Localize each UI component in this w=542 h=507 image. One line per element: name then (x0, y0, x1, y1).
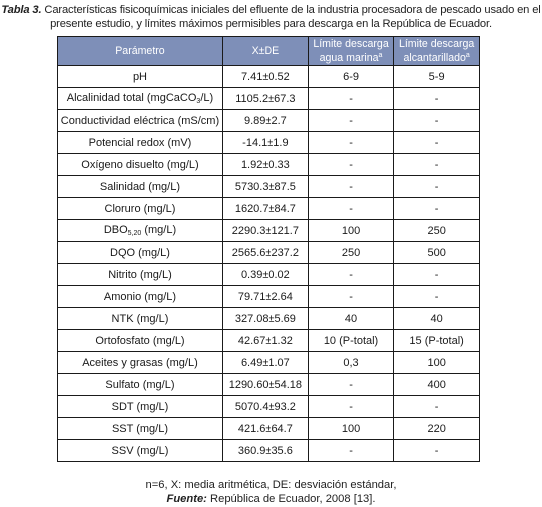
cell-limite-alcantarillado: - (394, 440, 480, 462)
cell-limite-alcantarillado: - (394, 198, 480, 220)
cell-parametro (58, 374, 223, 396)
source-label: Fuente: (166, 493, 207, 505)
param-text: Sulfato (mg/L) (105, 378, 175, 391)
cell-parametro (58, 418, 223, 440)
cell-limite-agua-marina: - (308, 286, 393, 308)
cell-media: 1.92±0.33 (222, 154, 308, 176)
table-row (58, 308, 480, 330)
table-header-row (58, 37, 480, 66)
cell-limite-agua-marina: - (308, 154, 393, 176)
cell-limite-agua-marina: - (308, 374, 393, 396)
param-text: Conductividad eléctrica (mS/cm) (60, 114, 220, 127)
cell-media: 1105.2±67.3 (222, 88, 308, 110)
cell-limite-alcantarillado: 400 (394, 374, 480, 396)
param-text: Amonio (mg/L) (103, 290, 177, 303)
param-subscript: 3 (196, 98, 201, 105)
cell-media: 6.49±1.07 (222, 352, 308, 374)
cell-limite-alcantarillado: - (394, 396, 480, 418)
cell-parametro (58, 308, 223, 330)
header-sewer-line2: alcantarillado (403, 52, 466, 64)
cell-parametro (58, 66, 223, 88)
param-text: Oxígeno disuelto (mg/L) (81, 158, 199, 171)
cell-limite-alcantarillado: - (394, 110, 480, 132)
cell-limite-alcantarillado: - (394, 286, 480, 308)
table-row (58, 242, 480, 264)
cell-limite-alcantarillado: 15 (P-total) (394, 330, 480, 352)
header-parametro: Parámetro (58, 37, 223, 66)
table-row (58, 110, 480, 132)
param-text: Nitrito (mg/L) (108, 268, 172, 281)
cell-media: 327.08±5.69 (222, 308, 308, 330)
header-limite-alcantarillado (394, 37, 480, 66)
cell-limite-alcantarillado: 250 (394, 220, 480, 242)
header-sewer-sup: a (465, 52, 470, 59)
table-row (58, 374, 480, 396)
table-row (58, 220, 480, 242)
cell-limite-agua-marina: 100 (308, 220, 393, 242)
cell-parametro (58, 330, 223, 352)
cell-media: 5070.4±93.2 (222, 396, 308, 418)
footnote-stats: n=6, X: media aritmética, DE: desviación estándar, (145, 479, 397, 491)
cell-limite-alcantarillado: - (394, 176, 480, 198)
table-row (58, 198, 480, 220)
cell-media: 0.39±0.02 (222, 264, 308, 286)
cell-limite-agua-marina: 250 (308, 242, 393, 264)
cell-parametro (58, 198, 223, 220)
cell-media: 79.71±2.64 (222, 286, 308, 308)
table-row (58, 440, 480, 462)
cell-parametro (58, 264, 223, 286)
param-text: Aceites y grasas (mg/L) (82, 356, 198, 369)
cell-media: 360.9±35.6 (222, 440, 308, 462)
cell-parametro (58, 88, 223, 110)
param-text: DBO (103, 224, 128, 236)
cell-limite-agua-marina: - (308, 88, 393, 110)
cell-media: 2290.3±121.7 (222, 220, 308, 242)
cell-parametro (58, 132, 223, 154)
table-row (58, 88, 480, 110)
source-text: República de Ecuador, 2008 [13]. (206, 493, 376, 505)
table-row (58, 176, 480, 198)
param-text: pH (132, 70, 147, 83)
cell-parametro (58, 286, 223, 308)
param-text: Salinidad (mg/L) (99, 180, 181, 193)
cell-media: 2565.6±237.2 (222, 242, 308, 264)
caption-text: Características fisicoquímicas iniciales del efluente de la industria procesadora de pescado usado en el presente estudio, y límites máximos permisibles para descarga en la República de Ecuador. (41, 4, 541, 30)
cell-limite-alcantarillado: - (394, 132, 480, 154)
cell-limite-agua-marina: - (308, 176, 393, 198)
header-sewer-line1: Límite descarga (398, 38, 475, 50)
table-row (58, 418, 480, 440)
cell-parametro (58, 154, 223, 176)
cell-parametro (58, 242, 223, 264)
param-text: SST (mg/L) (111, 422, 168, 435)
cell-limite-alcantarillado: 5-9 (394, 66, 480, 88)
cell-limite-agua-marina: - (308, 440, 393, 462)
table-row (58, 396, 480, 418)
cell-parametro (58, 110, 223, 132)
param-unit: /L) (200, 92, 214, 104)
header-marine-line2: agua marina (319, 52, 379, 64)
table-caption (0, 3, 542, 31)
cell-limite-alcantarillado: - (394, 88, 480, 110)
param-text: DQO (mg/L) (110, 246, 170, 259)
cell-limite-agua-marina: - (308, 396, 393, 418)
cell-limite-agua-marina: 100 (308, 418, 393, 440)
table-row (58, 66, 480, 88)
param-text: NTK (mg/L) (111, 312, 169, 325)
cell-media: 1620.7±84.7 (222, 198, 308, 220)
cell-media: 421.6±64.7 (222, 418, 308, 440)
param-text: Alcalinidad total (mgCaCO (66, 92, 197, 104)
param-unit: (mg/L) (141, 224, 177, 236)
table-row (58, 132, 480, 154)
cell-media: 42.67±1.32 (222, 330, 308, 352)
cell-limite-agua-marina: 0,3 (308, 352, 393, 374)
cell-media: -14.1±1.9 (222, 132, 308, 154)
cell-parametro (58, 396, 223, 418)
param-text: Cloruro (mg/L) (104, 202, 176, 215)
cell-limite-alcantarillado: 220 (394, 418, 480, 440)
cell-limite-alcantarillado: 40 (394, 308, 480, 330)
cell-limite-agua-marina: - (308, 264, 393, 286)
cell-limite-agua-marina: - (308, 110, 393, 132)
table-row (58, 264, 480, 286)
cell-limite-agua-marina: 40 (308, 308, 393, 330)
cell-limite-agua-marina: 10 (P-total) (308, 330, 393, 352)
cell-limite-alcantarillado: 500 (394, 242, 480, 264)
cell-limite-agua-marina: - (308, 132, 393, 154)
cell-parametro (58, 440, 223, 462)
cell-parametro (58, 176, 223, 198)
param-text: Ortofosfato (mg/L) (95, 334, 185, 347)
param-text: Potencial redox (mV) (88, 136, 192, 149)
cell-media: 7.41±0.52 (222, 66, 308, 88)
param-text: SSV (mg/L) (111, 444, 169, 457)
cell-parametro (58, 352, 223, 374)
cell-media: 9.89±2.7 (222, 110, 308, 132)
header-media: X±DE (222, 37, 308, 66)
table-row (58, 286, 480, 308)
cell-limite-alcantarillado: - (394, 264, 480, 286)
cell-parametro (58, 220, 223, 242)
header-marine-line1: Límite descarga (313, 38, 389, 50)
cell-limite-alcantarillado: 100 (394, 352, 480, 374)
caption-label: Tabla 3. (1, 4, 42, 16)
cell-limite-agua-marina: - (308, 198, 393, 220)
cell-limite-alcantarillado: - (394, 154, 480, 176)
table-row (58, 352, 480, 374)
param-text: SDT (mg/L) (111, 400, 169, 413)
table-row (58, 330, 480, 352)
header-limite-agua-marina (308, 37, 393, 66)
param-subscript: 5,20 (127, 230, 142, 237)
header-marine-sup: a (378, 52, 383, 59)
table-row (58, 154, 480, 176)
cell-media: 1290.60±54.18 (222, 374, 308, 396)
data-table (57, 36, 480, 462)
cell-media: 5730.3±87.5 (222, 176, 308, 198)
footnote-source (0, 493, 542, 505)
cell-limite-agua-marina: 6-9 (308, 66, 393, 88)
